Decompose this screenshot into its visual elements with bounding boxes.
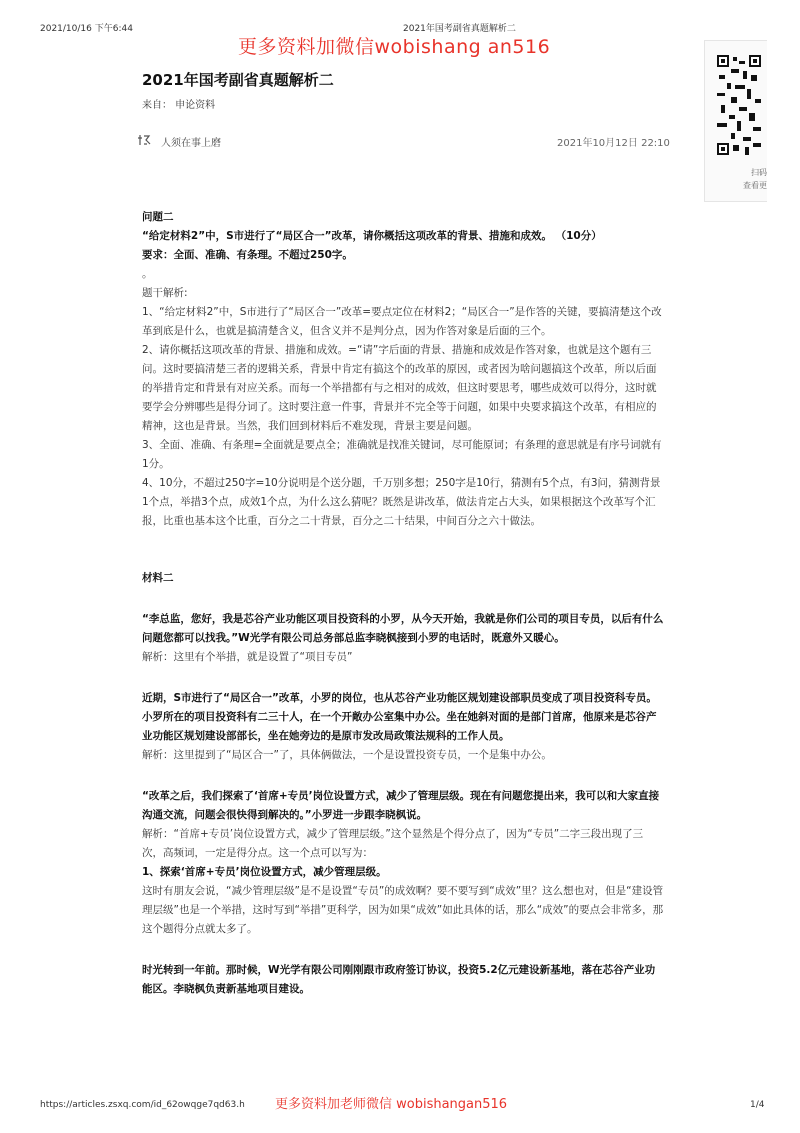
qr-code-icon <box>717 55 761 155</box>
material-title: 材料二 <box>142 572 174 584</box>
watermark-bottom: 更多资料加老师微信 wobishangan516 <box>275 1097 508 1112</box>
question-requirement: 要求：全面、准确、有条理。不超过250字。 <box>142 249 353 261</box>
material-analysis-3: 解析：“首席+专员’岗位设置方式，减少了管理层级。”这个显然是个得分点了，因为“专员”二字三段出现了三次，高频词，一定是得分点。这一个点可以写为： <box>142 828 644 859</box>
stray-period: 。 <box>142 268 153 280</box>
qr-code-panel[interactable] <box>704 40 767 202</box>
analysis-point-3: 3、全面、准确、有条理=全面就是要点全；准确就是找准关键词，尽可能原词；有条理的意思就是有序号词就有1分。 <box>142 439 662 470</box>
material-paragraph-4: 时光转到一年前。那时候，W光学有限公司刚刚跟市政府签订协议，投资5.2亿元建设新基地，落在芯谷产业功能区。李晓枫负责新基地项目建设。 <box>142 964 656 995</box>
question-title: 问题二 <box>142 211 174 223</box>
analysis-note: 这时有朋友会说，“减少管理层级”是不是设置“专员”的成效啊？要不要写到“成效”里？这么想也对，但是“建设管理层级”也是一个举措，这时写到“举措”更科学，因为如果“成效”如此具体的话，那么“成效”的要点会非常多，那这个题得分点就太多了。 <box>142 885 664 935</box>
author-row[interactable] <box>138 134 221 149</box>
article-body <box>142 208 664 999</box>
material-analysis-1: 解析：这里有个举措，就是设置了“项目专员” <box>142 651 353 663</box>
question-text: “给定材料2”中，S市进行了“局区合一”改革，请你概括这项改革的背景、措施和成效。 （10分） <box>142 230 602 242</box>
browser-page-title: 2021年国考副省真题解析二 <box>403 24 516 34</box>
material-analysis-2: 解析：这里提到了“局区合一”了，具体俩做法，一个是设置投资专员，一个是集中办公。 <box>142 749 552 761</box>
material-paragraph-3: “改革之后，我们探索了‘首席+专员’岗位设置方式，减少了管理层级。现在有问题您提出来，我可以和大家直接沟通交流，问题会很快得到解决的。”小罗进一步跟李晓枫说。 <box>142 790 660 821</box>
watermark-top: 更多资料加微信wobishang an516 <box>238 36 551 58</box>
analysis-point-1: 1、“给定材料2”中，S市进行了“局区合一”改革=要点定位在材料2；“局区合一”是作答的关键，要搞清楚这个改革到底是什么，也就是搞清楚含义，但含义并不是判分点，因为作答对象是后面的三个。 <box>142 306 662 337</box>
analysis-point-4: 4、10分，不超过250字=10分说明是个送分题，千万别多想；250字是10行，猜测有5个点，有3问，猜测背景1个点，举措3个点，成效1个点，为什么这么猜呢？既然是讲改革，做法肯定占大头，如果根据这个改革写个汇报，比重也基本这个比重，百分之二十背景，百分之二十结果，中间百分之六十做法。 <box>142 477 661 527</box>
article-title: 2021年国考副省真题解析二 <box>142 71 334 89</box>
material-paragraph-2: 近期，S市进行了“局区合一”改革，小罗的岗位，也从芯谷产业功能区规划建设部职员变成了项目投资科专员。小罗所在的项目投资科有二三十人，在一个开敞办公室集中办公。坐在她斜对面的是部门首席，他原来是芯谷产业功能区规划建设部部长，坐在她旁边的是原市发改局政策法规科的工作人员。 <box>142 692 657 742</box>
author-avatar-icon <box>138 134 151 149</box>
publish-date: 2021年10月12日 22:10 <box>557 138 670 149</box>
analysis-point-2: 2、请你概括这项改革的背景、措施和成效。=“请”字后面的背景、措施和成效是作答对象，也就是这个题有三问。这时要搞清楚三者的逻辑关系，背景中肯定有搞这个的改革的原因，或者因为啥问题搞这个改革，所以后面的举措肯定和背景有对应关系。而每一个举措都有与之相对的成效，但这时要思考，哪些成效可以得分，这时就要学会分辨哪些是得分词了。这时要注意一件事，背景并不完全等于问题，如果中央要求搞这个改革，有相应的精神，这也是背景。当然，我们回到材料后不难发现，背景主要是问题。 <box>142 344 657 432</box>
qr-caption-view: 查看更 <box>743 181 767 190</box>
analysis-title: 题干解析: <box>142 287 188 299</box>
author-name: 人须在事上磨 <box>161 138 221 149</box>
answer-point-1: 1、探索‘首席+专员’岗位设置方式，减少管理层级。 <box>142 866 387 878</box>
footer-url: https://articles.zsxq.com/id_62owqge7qd63.h <box>40 1100 245 1110</box>
article-source[interactable]: 来自： 申论资料 <box>142 100 216 111</box>
qr-caption-scan: 扫码 <box>751 168 767 177</box>
page-number: 1/4 <box>750 1100 765 1110</box>
browser-datetime: 2021/10/16 下午6:44 <box>40 24 133 34</box>
material-paragraph-1: “李总监，您好，我是芯谷产业功能区项目投资科的小罗，从今天开始，我就是你们公司的项目专员，以后有什么问题您都可以找我。”W光学有限公司总务部总监李晓枫接到小罗的电话时，既意外又暖心。 <box>142 613 664 644</box>
